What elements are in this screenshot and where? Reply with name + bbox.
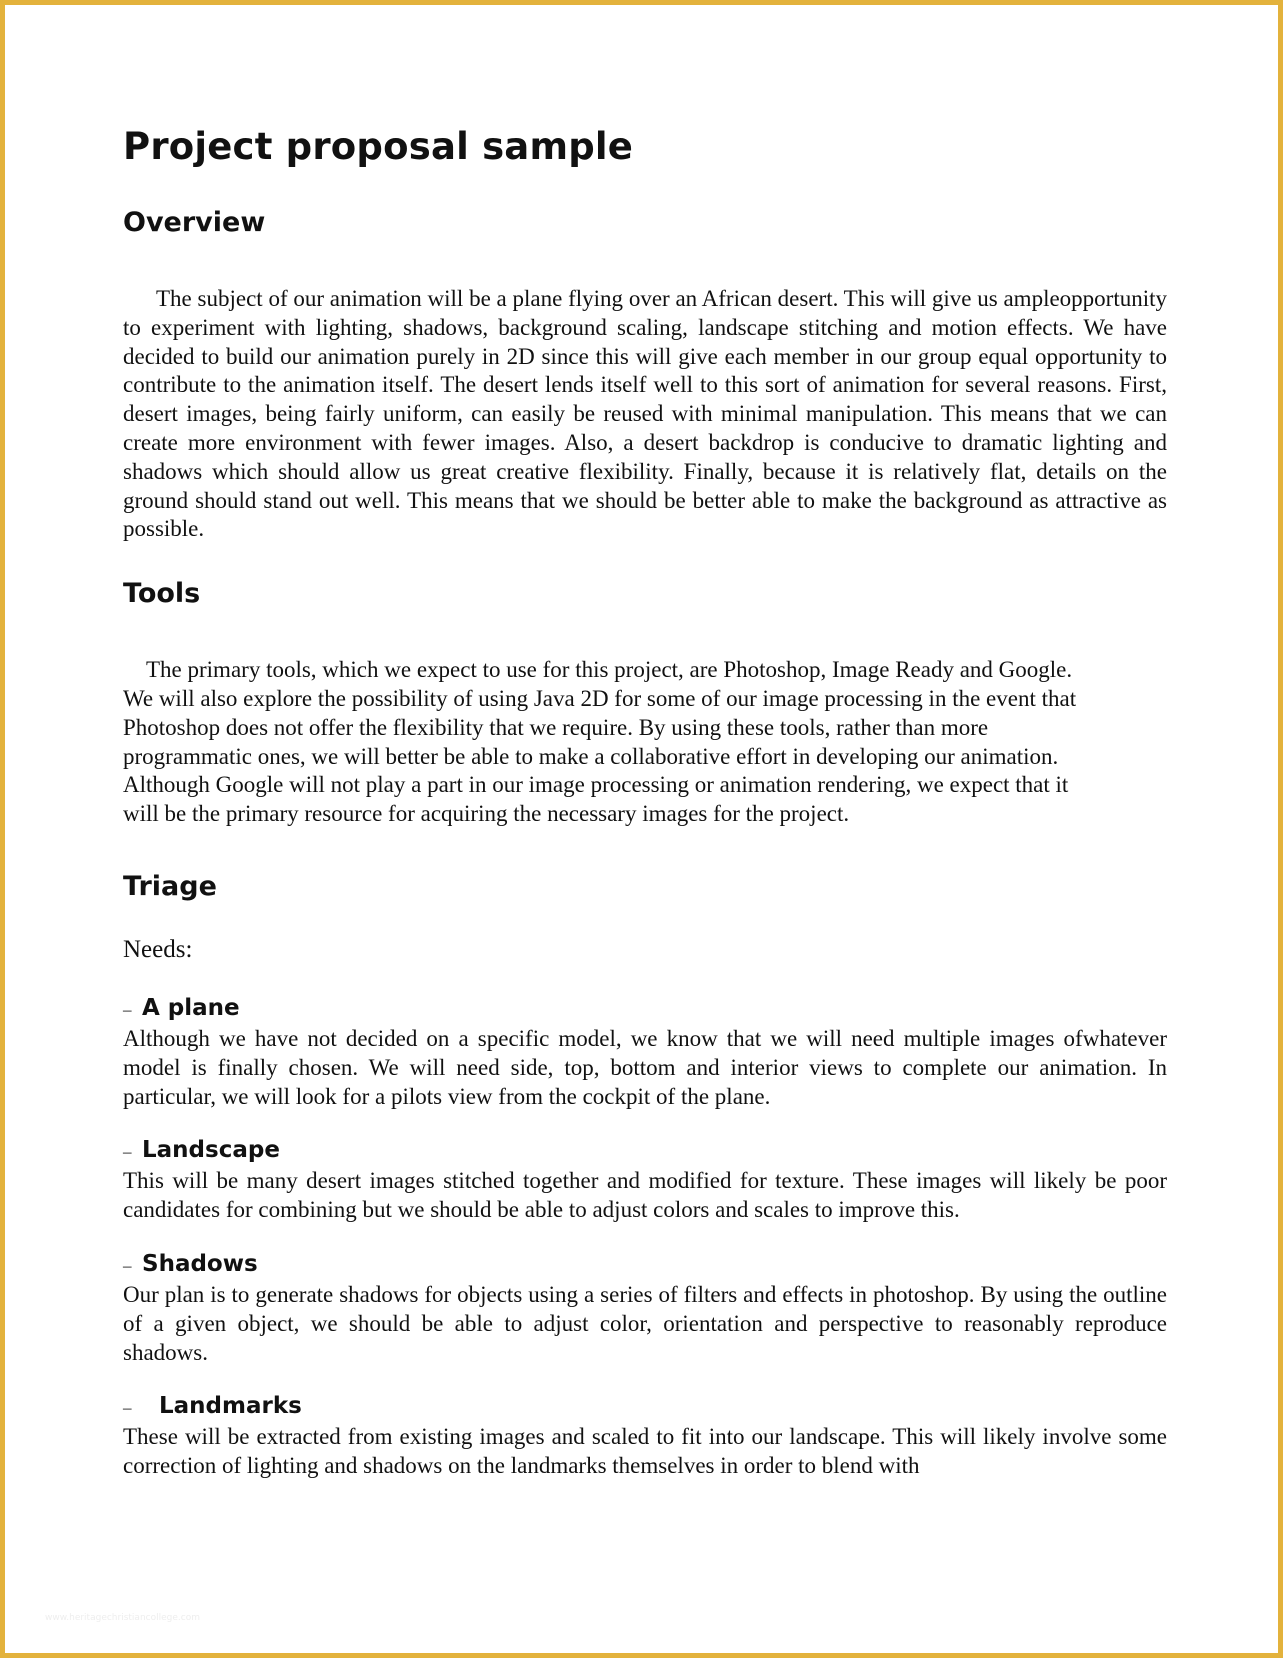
list-dash: –: [123, 999, 132, 1019]
tools-line: will be the primary resource for acquiring the necessary images for the project.: [123, 801, 850, 827]
need-title: Landmarks: [159, 1393, 302, 1420]
need-body-landscape: This will be many desert images stitched together and modified for texture. These images will likely be poor candidates for combining but we should be able to adjust colors and scales to improve this.: [123, 1168, 1167, 1223]
needs-label: Needs:: [123, 935, 193, 963]
need-body-shadows: Our plan is to generate shadows for objects using a series of filters and effects in photoshop. By using the outline of a given object, we should be able to adjust color, orientation and perspective to reasonably reproduce shadows.: [123, 1281, 1167, 1365]
list-dash: –: [123, 1142, 132, 1162]
overview-paragraph: The subject of our animation will be a plane flying over an African desert. This will give us ampleopportunity to experiment with lighting, shadows, background scaling, landscape stitching and motion effects. We have decided to build our animation purely in 2D since this will give each member in our group equal opportunity to contribute to the animation itself. The desert lends itself well to this sort of animation for several reasons. First, desert images, being fairly uniform, can easily be reused with minimal manipulation. This means that we can create more environment with fewer images. Also, a desert backdrop is conducive to dramatic lighting and shadows which should allow us great creative flexibility. Finally, because it is relatively flat, details on the ground should stand out well. This means that we should be better able to make the background as attractive as possible.: [123, 286, 1167, 542]
tools-line: We will also explore the possibility of using Java 2D for some of our image processing in the event that: [123, 685, 1077, 711]
triage-heading: Triage: [123, 870, 217, 902]
need-title: A plane: [142, 994, 240, 1021]
list-dash: –: [123, 1255, 132, 1275]
tools-heading: Tools: [123, 578, 201, 610]
need-heading-plane: [123, 993, 1167, 1025]
need-body-plane: Although we have not decided on a specific model, we know that we will need multiple images ofwhatever model is finally chosen. We will need side, top, bottom and interior views to complete our animation. In particular, we will look for a pilots view from the cockpit of the plane.: [123, 1025, 1167, 1109]
need-title: Shadows: [142, 1250, 258, 1277]
document-content: [123, 123, 1167, 1481]
tools-paragraph: [123, 656, 1167, 829]
need-heading-landmarks: [123, 1391, 1167, 1423]
need-body-landmarks: These will be extracted from existing images and scaled to fit into our landscape. This will likely involve some correction of lighting and shadows on the landmarks themselves in order to blend with: [123, 1424, 1167, 1479]
tools-line: The primary tools, which we expect to use for this project, are Photoshop, Image Ready and Google.: [146, 657, 1073, 683]
watermark-text: www.heritagechristiancollege.com: [45, 1613, 200, 1623]
document-title: Project proposal sample: [123, 125, 634, 168]
list-dash: –: [123, 1398, 132, 1418]
need-title: Landscape: [142, 1137, 280, 1164]
need-heading-shadows: [123, 1249, 1167, 1281]
need-heading-landscape: [123, 1135, 1167, 1167]
tools-line: programmatic ones, we will better be able to make a collaborative effort in developing our animation.: [123, 743, 1059, 769]
tools-line: Although Google will not play a part in our image processing or animation rendering, we expect that it: [123, 772, 1069, 798]
tools-line: Photoshop does not offer the flexibility that we require. By using these tools, rather than more: [123, 714, 989, 740]
overview-heading: Overview: [123, 207, 266, 238]
